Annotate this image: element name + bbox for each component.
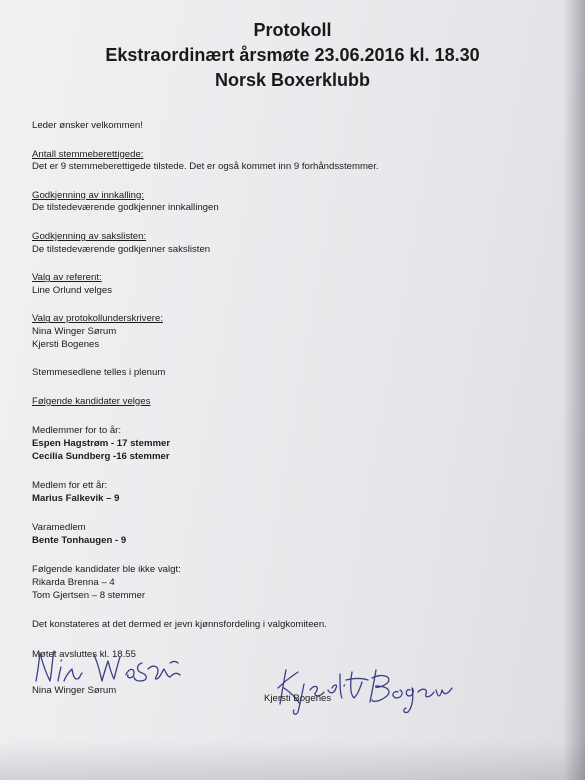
title-line-1: Protokoll [253,20,332,40]
title-line-3: Norsk Boxerklubb [214,70,371,90]
gender-note: Det konstateres at det dermed er jevn kjønnsfordeling i valgkomiteen. [32,619,327,631]
voters-text: Det er 9 stemmeberettigede tilstede. Det er også kommet inn 9 forhåndsstemmer. [32,161,379,173]
one-year-member: Marius Falkevik – 9 [32,492,120,504]
signature-name-left: Nina Winger Sørum [32,685,117,696]
two-year-member: Cecilia Sundberg -16 stemmer [32,450,170,462]
title-line-2: Ekstraordinært årsmøte 23.06.2016 kl. 18.30 [105,45,480,65]
ballots-text: Stemmesedlene telles i plenum [32,367,166,379]
not-elected-item: Rikarda Brenna – 4 [32,577,115,589]
referent-heading: Valg av referent: [32,272,102,284]
signers-heading: Valg av protokollunderskrivere: [32,313,164,325]
not-elected-item: Tom Gjertsen – 8 stemmer [32,589,146,601]
signature-name-right: Kjersti Bogenes [264,693,332,704]
two-year-heading: Medlemmer for to år: [32,425,122,437]
deputy-member: Bente Tonhaugen - 9 [32,534,127,546]
closing-text: Møtet avsluttes kl. 18.55 [32,648,136,660]
not-elected-heading: Følgende kandidater ble ikke valgt: [32,564,181,576]
signature-left [30,645,190,689]
welcome-text: Leder ønsker velkommen! [32,120,143,131]
page-shadow-bottom [0,740,585,780]
agenda-text: De tilstedeværende godkjenner sakslisten [32,243,211,255]
signature-right [268,664,458,716]
two-year-member: Espen Hagstrøm - 17 stemmer [32,437,171,449]
signer-item: Kjersti Bogenes [32,338,100,350]
voters-heading: Antall stemmeberettigede: [32,148,144,160]
one-year-heading: Medlem for ett år: [32,480,108,492]
elected-heading: Følgende kandidater velges [32,395,151,407]
referent-text: Line Orlund velges [32,284,112,296]
signer-item: Nina Winger Sørum [32,325,117,337]
document-title [0,18,585,93]
page-shadow-right [563,0,585,780]
agenda-heading: Godkjenning av sakslisten: [32,230,147,242]
invitation-heading: Godkjenning av innkalling: [32,189,145,201]
document-body [32,120,532,661]
deputy-heading: Varamedlem [32,522,86,534]
invitation-text: De tilstedeværende godkjenner innkallingen [32,202,219,214]
